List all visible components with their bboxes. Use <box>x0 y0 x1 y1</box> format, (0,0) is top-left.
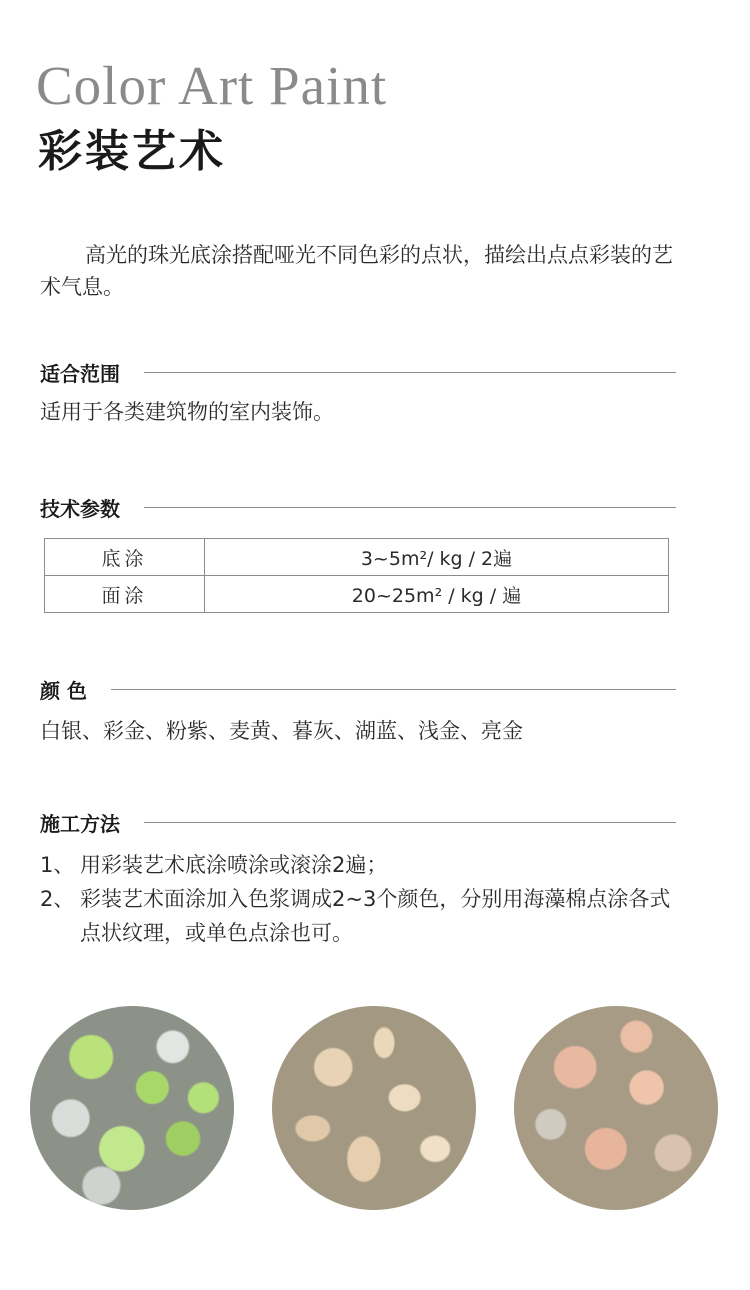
colors-section-header <box>40 674 676 704</box>
intro-paragraph: 高光的珠光底涂搭配哑光不同色彩的点状，描绘出点点彩装的艺术气息。 <box>40 243 673 299</box>
specs-heading: 技术参数 <box>40 496 120 521</box>
specs-table <box>44 538 669 613</box>
english-title: Color Art Paint <box>36 55 388 116</box>
spec-name-cell: 底涂 <box>45 539 205 576</box>
scope-section-header <box>40 357 676 387</box>
table-row <box>45 539 669 576</box>
spec-name-cell: 面涂 <box>45 576 205 613</box>
colors-divider <box>111 689 676 690</box>
beige-gold-texture-swatch <box>272 1006 476 1210</box>
scope-divider <box>144 372 676 373</box>
method-steps <box>40 848 690 950</box>
step-text: 彩装艺术面涂加入色浆调成2~3个颜色，分别用海藻棉点涂各式点状纹理，或单色点涂也可。 <box>80 887 671 945</box>
scope-heading: 适合范围 <box>40 361 120 386</box>
specs-divider <box>144 507 676 508</box>
table-row <box>45 576 669 613</box>
method-divider <box>144 822 676 823</box>
method-section-header <box>40 807 676 837</box>
green-silver-texture-swatch <box>30 1006 234 1210</box>
chinese-title: 彩装艺术 <box>38 126 226 177</box>
method-heading: 施工方法 <box>40 811 120 836</box>
step-number: 2、 <box>40 887 75 911</box>
pink-gray-texture-swatch <box>514 1006 718 1210</box>
spec-value-cell: 3~5m²/ kg / 2遍 <box>205 539 669 576</box>
specs-section-header <box>40 492 676 522</box>
step-number: 1、 <box>40 853 75 877</box>
scope-text: 适用于各类建筑物的室内装饰。 <box>40 400 334 424</box>
step-text: 用彩装艺术底涂喷涂或滚涂2遍； <box>80 853 388 877</box>
colors-heading: 颜 色 <box>40 678 87 703</box>
list-item <box>40 882 690 950</box>
colors-text: 白银、彩金、粉紫、麦黄、暮灰、湖蓝、浅金、亮金 <box>40 719 523 743</box>
spec-value-cell: 20~25m² / kg / 遍 <box>205 576 669 613</box>
list-item <box>40 848 690 882</box>
